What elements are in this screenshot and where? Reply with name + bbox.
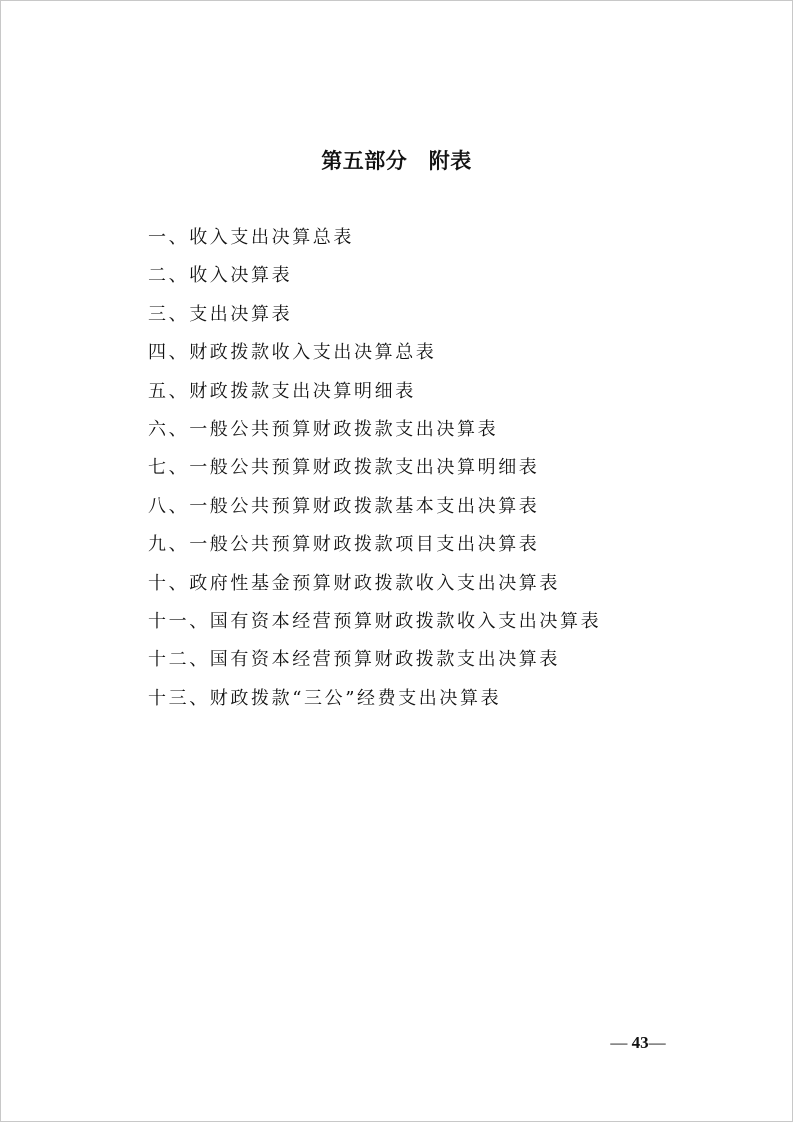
page-number-dash-right: — — [648, 1033, 666, 1052]
list-item-12: 十二、国有资本经营预算财政拨款支出决算表 — [148, 649, 560, 671]
list-item-5: 五、财政拨款支出决算明细表 — [148, 380, 416, 402]
page-number-dash-left: — — [610, 1033, 628, 1052]
appendix-list — [148, 223, 601, 722]
list-item-8: 八、一般公共预算财政拨款基本支出决算表 — [148, 495, 540, 517]
list-item-10: 十、政府性基金预算财政拨款收入支出决算表 — [148, 572, 560, 594]
list-item-3: 三、支出决算表 — [148, 303, 293, 325]
list-item-13: 十三、财政拨款“三公”经费支出决算表 — [148, 687, 502, 709]
list-item-7: 七、一般公共预算财政拨款支出决算明细表 — [148, 457, 540, 479]
list-item-9: 九、一般公共预算财政拨款项目支出决算表 — [148, 534, 540, 556]
list-item-4: 四、财政拨款收入支出决算总表 — [148, 342, 437, 364]
list-item-1: 一、收入支出决算总表 — [148, 227, 354, 248]
list-item-6: 六、一般公共预算财政拨款支出决算表 — [148, 418, 499, 440]
list-item-11: 十一、国有资本经营预算财政拨款收入支出决算表 — [148, 610, 602, 632]
page-title: 第五部分 附表 — [321, 149, 472, 173]
page-number-value: 43 — [631, 1033, 649, 1052]
list-item-2: 二、收入决算表 — [148, 265, 293, 287]
page-number — [608, 1030, 668, 1056]
